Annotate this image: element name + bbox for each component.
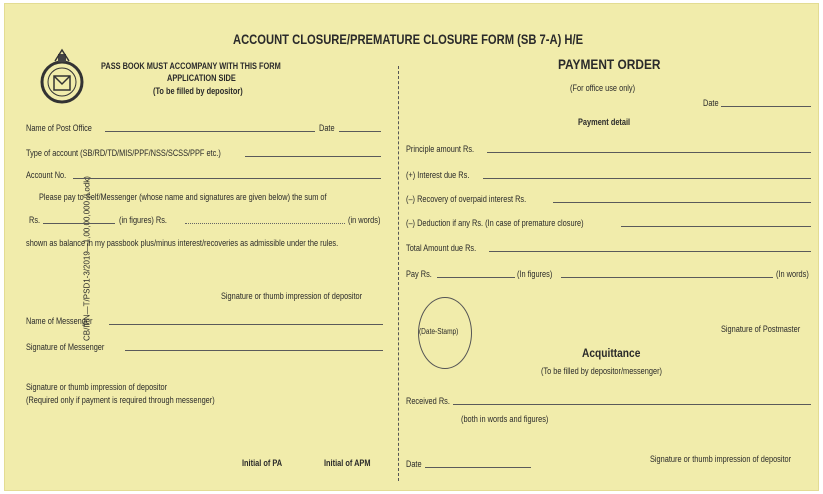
tear-divider	[398, 66, 399, 481]
rs-label: Rs.	[29, 215, 41, 225]
date-stamp-label: (Date-Stamp)	[419, 327, 459, 336]
please-pay-text: Please pay to Self/Messenger (whose name and signatures are given below) the sum of	[39, 192, 327, 202]
depositor-signature-label-2: Signature or thumb impression of depositor	[26, 382, 168, 392]
date-field[interactable]	[339, 131, 381, 132]
form-side-code: CB/IPN—T/PSD1-3/2019—1,00,00,000 (Lodk)	[82, 176, 92, 341]
amount-words-field[interactable]	[185, 223, 345, 224]
post-office-field[interactable]	[105, 131, 315, 132]
initial-apm-label: Initial of APM	[324, 458, 371, 468]
post-office-label: Name of Post Office	[26, 123, 92, 133]
account-type-field[interactable]	[245, 156, 381, 157]
passbook-notice: PASS BOOK MUST ACCOMPANY WITH THIS FORM	[101, 61, 281, 71]
account-no-field[interactable]	[73, 178, 381, 179]
both-words-figures-note: (both in words and figures)	[461, 414, 549, 424]
messenger-signature-label: Signature of Messenger	[26, 342, 105, 352]
india-post-logo-icon	[37, 46, 87, 112]
recovery-label: (–) Recovery of overpaid interest Rs.	[406, 194, 527, 204]
principle-amount-field[interactable]	[487, 152, 811, 153]
total-amount-label: Total Amount due Rs.	[406, 243, 477, 253]
initial-pa-label: Initial of PA	[242, 458, 283, 468]
acquittance-note: (To be filled by depositor/messenger)	[541, 366, 663, 376]
principle-amount-label: Principle amount Rs.	[406, 144, 475, 154]
depositor-signature-label: Signature or thumb impression of depositor	[221, 291, 363, 301]
account-type-label: Type of account (SB/RD/TD/MIS/PPF/NSS/SCSS/PPF etc.)	[26, 148, 221, 158]
recovery-field[interactable]	[553, 202, 811, 203]
deduction-label: (–) Deduction if any Rs. (In case of premature closure)	[406, 218, 584, 228]
interest-due-field[interactable]	[483, 178, 811, 179]
interest-due-label: (+) Interest due Rs.	[406, 170, 470, 180]
postmaster-signature-label: Signature of Postmaster	[721, 324, 801, 334]
in-words-label: (in words)	[348, 215, 381, 225]
payment-order-heading: PAYMENT ORDER	[558, 56, 661, 72]
pay-figures-field[interactable]	[437, 277, 515, 278]
account-no-label: Account No.	[26, 170, 67, 180]
received-rs-label: Received Rs.	[406, 396, 450, 406]
acquittance-signature-label: Signature or thumb impression of depositor	[650, 454, 792, 464]
pay-in-figures-label: (In figures)	[517, 269, 553, 279]
payment-detail-heading: Payment detail	[578, 117, 631, 127]
payment-date-label: Date	[703, 98, 719, 108]
acquittance-date-field[interactable]	[425, 467, 531, 468]
to-be-filled-note: (To be filled by depositor)	[153, 86, 243, 96]
pay-rs-label: Pay Rs.	[406, 269, 432, 279]
form-title: ACCOUNT CLOSURE/PREMATURE CLOSURE FORM (SB 7-A) H/E	[233, 31, 584, 47]
pay-in-words-label: (In words)	[776, 269, 809, 279]
messenger-signature-field[interactable]	[125, 350, 383, 351]
pay-words-field[interactable]	[561, 277, 773, 278]
messenger-name-field[interactable]	[109, 324, 383, 325]
messenger-required-note: (Required only if payment is required through messenger)	[26, 395, 215, 405]
account-closure-form	[4, 3, 819, 491]
in-figures-label: (in figures) Rs.	[119, 215, 167, 225]
office-use-note: (For office use only)	[570, 83, 636, 93]
payment-date-field[interactable]	[721, 106, 811, 107]
amount-figures-field[interactable]	[43, 223, 115, 224]
deduction-field[interactable]	[621, 226, 811, 227]
application-side-heading: APPLICATION SIDE	[167, 73, 236, 83]
total-amount-field[interactable]	[489, 251, 811, 252]
messenger-name-label: Name of Messenger	[26, 316, 93, 326]
acquittance-heading: Acquittance	[582, 346, 641, 360]
received-rs-field[interactable]	[453, 404, 811, 405]
date-label: Date	[319, 123, 335, 133]
acquittance-date-label: Date	[406, 459, 422, 469]
balance-note: shown as balance in my passbook plus/minus interest/recoveries as admissible under the rules.	[26, 238, 339, 248]
